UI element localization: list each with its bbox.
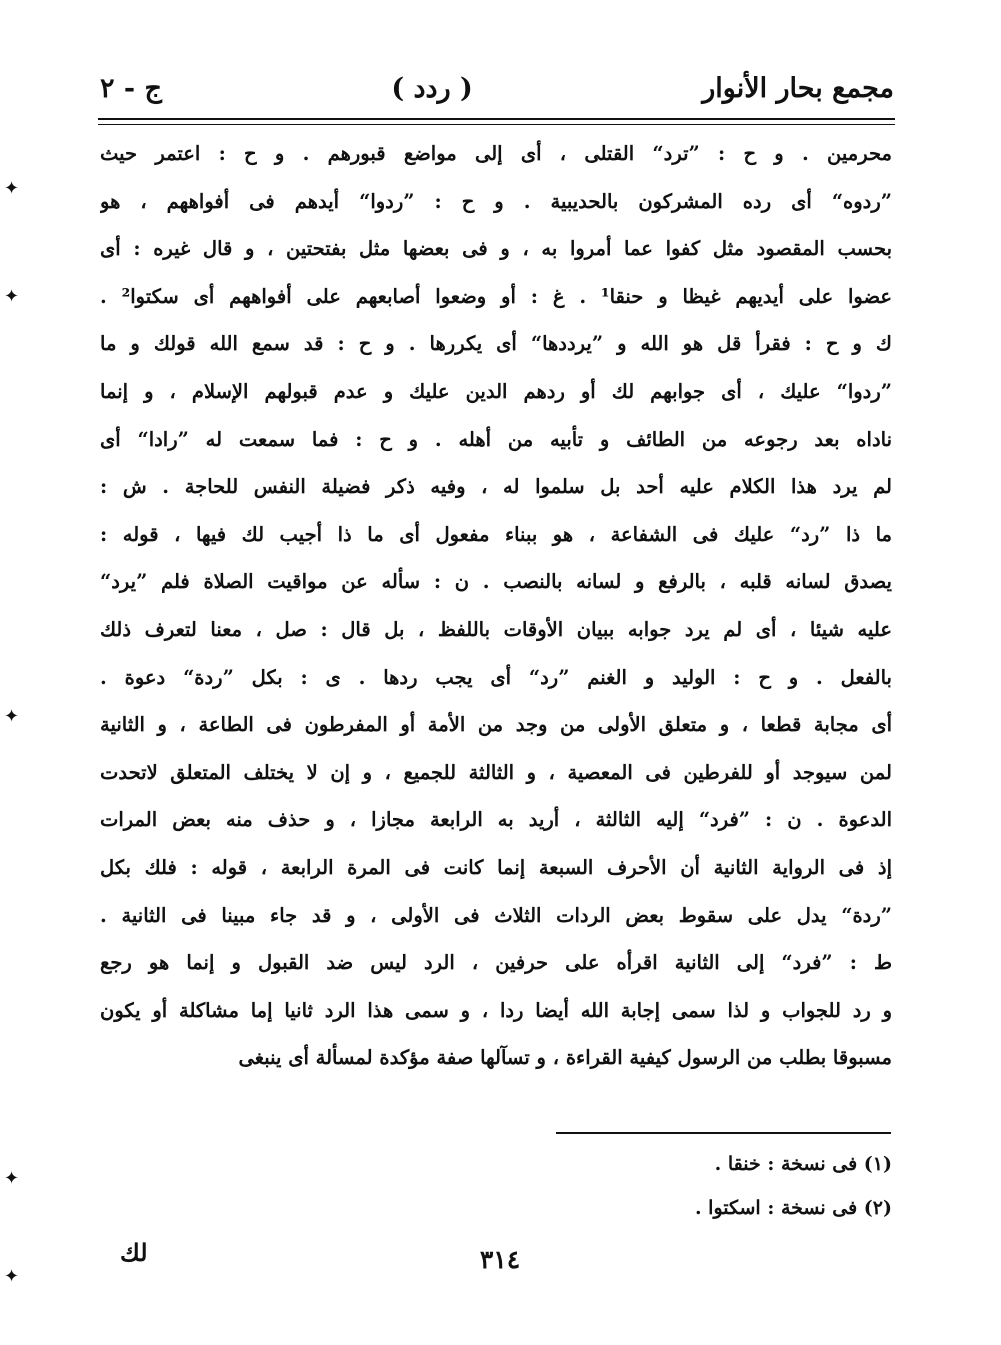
text-line: ”ردة“ يدل على سقوط بعض الردات الثلاث فى الأولى ، و قد جاء مبينا فى الثانية . — [100, 903, 892, 927]
footnote-2: (٢) فى نسخة : اسكتوا . — [694, 1197, 892, 1219]
text-line: أى مجابة قطعا ، و متعلق الأولى من وجد من الأمة أو المفرطون فى الطاعة ، و الثانية — [100, 713, 892, 737]
header-rule-thin — [98, 124, 895, 125]
text-line: بحسب المقصود مثل كفوا عما أمروا به ، و فى بعضها مثل بفتحتين ، و قال غيره : أى — [100, 237, 892, 261]
text-line: ما ذا ”رد“ عليك فى الشفاعة ، هو ببناء مفعول أى ما ذا أجيب لك فيها ، قوله : — [100, 522, 892, 546]
text-line: عليه شيئا ، أى لم يرد جوابه ببيان الأوقات باللفظ ، بل قال : صل ، معنا لتعرف ذلك — [100, 617, 892, 641]
page-number: ٣١٤ — [479, 1245, 521, 1274]
margin-mark-icon: ✦ — [4, 178, 20, 199]
text-line: مسبوقا بطلب من الرسول كيفية القراءة ، و تسآلها صفة مؤكدة لمسألة أى ينبغى — [238, 1046, 892, 1070]
text-line: و رد للجواب و لذا سمى إجابة الله أيضا ردا ، و سمى هذا الرد ثانيا إما مشاكلة أو يكون — [100, 998, 892, 1022]
body-text — [100, 130, 892, 1082]
text-line: يصدق لسانه قلبه ، بالرفع و لسانه بالنصب . ن : سأله عن مواقيت الصلاة فلم ”يرد“ — [100, 570, 892, 594]
text-line: إذ فى الرواية الثانية أن الأحرف السبعة إنما كانت فى المرة الرابعة ، قوله : فلك بكل — [100, 855, 892, 879]
footnote-1: (١) فى نسخة : خنقا . — [714, 1153, 892, 1175]
margin-mark-icon: ✦ — [4, 706, 20, 727]
header-rule — [98, 118, 895, 120]
margin-mark-icon: ✦ — [4, 1266, 20, 1287]
entry-root: ( ردد ) — [391, 72, 473, 104]
text-line: ك و ح : فقرأ قل هو الله و ”يرددها“ أى يكررها . و ح : قد سمع الله قولك و ما — [100, 332, 892, 356]
text-line: بالفعل . و ح : الوليد و الغنم ”رد“ أى يجب ردها . ى : بكل ”ردة“ دعوة . — [100, 665, 892, 689]
footnote-rule — [556, 1132, 891, 1134]
text-line: الدعوة . ن : ”فرد“ إليه الثالثة ، أريد به الرابعة مجازا ، و حذف منه بعض المرات — [100, 808, 892, 832]
margin-mark-icon: ✦ — [4, 1168, 20, 1189]
footnotes — [500, 1142, 892, 1230]
text-line: ناداه بعد رجوعه من الطائف و تأبيه من أهله . و ح : فما سمعت له ”رادا“ أى — [100, 427, 892, 451]
text-line: ”ردوا“ عليك ، أى جوابهم لك أو ردهم الدين عليك و عدم قبولهم الإسلام ، و إنما — [100, 379, 892, 403]
book-title: مجمع بحار الأنوار — [702, 72, 894, 104]
text-line: لمن سيوجد أو للفرطين فى المعصية ، و الثالثة للجميع ، و إن لا يختلف المتعلق لاتحدت — [100, 760, 892, 784]
text-line: عضوا على أيديهم غيظا و حنقا¹ . غ : أو وضعوا أصابعهم على أفواههم أى سكتوا² . — [100, 284, 892, 308]
text-line: محرمين . و ح : ”ترد“ القتلى ، أى إلى مواضع قبورهم . و ح : اعتمر حيث — [100, 142, 892, 165]
text-line: لم يرد هذا الكلام عليه أحد بل سلموا له ، وفيه ذكر فضيلة النفس للحاجة . ش : — [100, 475, 892, 499]
running-head — [100, 66, 894, 110]
text-line: ”ردوه“ أى رده المشركون بالحديبية . و ح : ”ردوا“ أيدهم فى أفواههم ، هو — [100, 189, 892, 213]
catchword: لك — [120, 1238, 148, 1267]
margin-mark-icon: ✦ — [4, 286, 20, 307]
text-line: ط : ”فرد“ إلى الثانية اقرأه على حرفين ، الرد ليس ضد القبول و إنما هو رجع — [100, 951, 892, 975]
volume-number: ج - ٢ — [100, 72, 162, 104]
